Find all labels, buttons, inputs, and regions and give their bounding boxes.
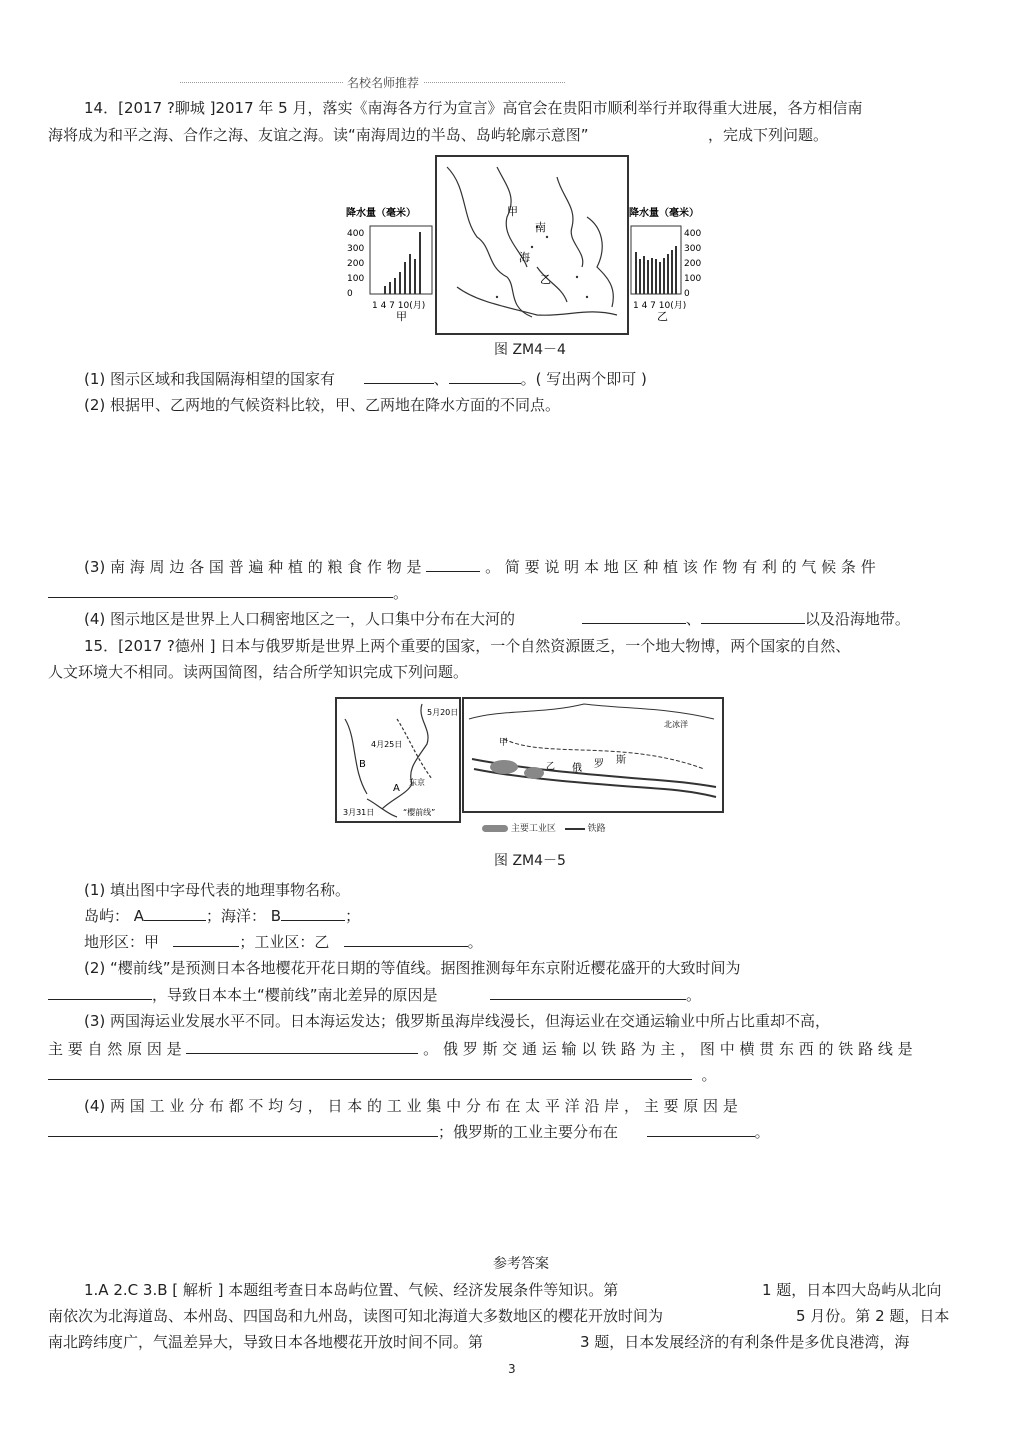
- page-number: 3: [508, 1362, 516, 1376]
- answers-line2b: 5 月份。第 2 题，日本: [796, 1307, 950, 1325]
- chart-yi-xticks: 1 4 7 10(月): [633, 301, 687, 311]
- chart-yi-tick: 300: [684, 244, 702, 254]
- chart-yi-tick: 200: [684, 259, 702, 269]
- answer-blank[interactable]: [647, 1122, 755, 1137]
- russia-label-arctic: 北冰洋: [664, 720, 688, 729]
- japan-label-tokyo: 东京: [409, 778, 425, 787]
- map-label-hai: 海: [519, 251, 530, 264]
- q15-line2: 人文环境大不相同。读两国简图，结合所学知识完成下列问题。: [48, 663, 469, 681]
- chart-jia-tick: 0: [347, 289, 353, 299]
- chart-jia-tick: 100: [347, 274, 365, 284]
- q15-line1: 15．[2017 ?德州 ] 日本与俄罗斯是世界上两个重要的国家，一个自然资源匮乏，一个地大物博，两个国家的自然、: [84, 637, 851, 655]
- chart-jia-xticks: 1 4 7 10(月): [372, 301, 426, 311]
- q14-p3-line2: 。: [48, 582, 408, 603]
- answer-blank[interactable]: [364, 369, 434, 384]
- chart-yi-tick: 100: [684, 274, 702, 284]
- japan-label-mar31: 3月31日: [343, 808, 375, 817]
- answer-blank[interactable]: [426, 557, 480, 572]
- map-label-nan: 南: [535, 221, 546, 234]
- answer-blank[interactable]: [490, 985, 686, 1000]
- header-label: 名校名师推荐: [343, 74, 423, 91]
- figure-zm4-4-caption: 图 ZM4－4: [494, 342, 566, 358]
- chart-yi-title: 降水量（毫米）: [629, 208, 699, 219]
- q15-p4-line2: ；俄罗斯的工业主要分布在 。: [48, 1121, 770, 1142]
- map-legend: [482, 821, 606, 834]
- japan-map: [335, 697, 461, 823]
- legend-rail-swatch: [565, 828, 585, 830]
- chart-jia-label: 甲: [396, 310, 407, 322]
- japan-label-apr25: 4月25日: [371, 740, 403, 749]
- russia-label-yi: 乙: [546, 762, 556, 772]
- answer-blank[interactable]: [344, 932, 468, 947]
- q14-p2: (2) 根据甲、乙两地的气候资料比较，甲、乙两地在降水方面的不同点。: [84, 396, 561, 414]
- chart-jia-title: 降水量（毫米）: [346, 208, 416, 219]
- japan-label-may20: 5月20日: [427, 708, 459, 717]
- chart-jia-tick: 200: [347, 259, 365, 269]
- q15-p1-islands: 岛屿： A ；海洋： B ；: [84, 907, 361, 925]
- south-china-sea-map: [435, 155, 629, 335]
- map-label-jia: 甲: [507, 205, 518, 218]
- answers-line1a: 1.A 2.C 3.B [ 解析 ] 本题组考查日本岛屿位置、气候、经济发展条件等知识。第: [84, 1281, 619, 1299]
- chart-yi-label: 乙: [657, 310, 668, 322]
- japan-label-b: B: [359, 759, 366, 770]
- figure-zm4-5-caption: 图 ZM4－5: [494, 853, 566, 869]
- chart-yi-tick: 0: [684, 289, 690, 299]
- answer-blank[interactable]: [281, 906, 345, 921]
- chart-yi-bars: [635, 246, 677, 294]
- japan-label-a: A: [393, 783, 400, 794]
- answer-blank[interactable]: [173, 932, 239, 947]
- russia-label-e: 俄: [572, 763, 582, 774]
- answer-blank[interactable]: [48, 583, 393, 598]
- answer-blank[interactable]: [186, 1039, 418, 1054]
- answers-line3a: 南北跨纬度广，气温差异大，导致日本各地樱花开放时间不同。第: [48, 1333, 484, 1351]
- q14-line1: 14．[2017 ?聊城 ]2017 年 5 月，落实《南海各方行为宣言》高官会在贵阳市顺利举行并取得重大进展，各方相信南: [84, 99, 863, 117]
- industry-area: [490, 760, 518, 774]
- russia-label-luo: 罗: [594, 759, 604, 770]
- answers-line3b: 3 题，日本发展经济的有利条件是多优良港湾，海: [580, 1333, 910, 1351]
- q15-p2: (2) “樱前线”是预测日本各地樱花开花日期的等值线。据图推测每年东京附近樱花盛开的大致时间为: [84, 959, 741, 977]
- answer-blank[interactable]: [48, 985, 152, 1000]
- q15-p3-line2: 主 要 自 然 原 因 是 。 俄 罗 斯 交 通 运 输 以 铁 路 为 主 ， 图 中 横 贯 东 西 的 铁 路 线 是: [48, 1040, 913, 1058]
- answer-blank[interactable]: [48, 1122, 438, 1137]
- industry-area: [524, 767, 544, 779]
- q15-p3: (3) 两国海运业发展水平不同。日本海运发达；俄罗斯虽海岸线漫长，但海运业在交通运输业中所占比重却不高，: [84, 1012, 831, 1030]
- answer-blank[interactable]: [48, 1065, 692, 1080]
- precip-chart-jia: [344, 204, 436, 322]
- legend-industry-swatch: [482, 825, 508, 832]
- q15-p3-line3: 。: [48, 1064, 717, 1085]
- chart-jia-tick: 400: [347, 229, 365, 239]
- chart-jia-tick: 300: [347, 244, 365, 254]
- q15-p2-line2: ，导致日本本土“樱前线”南北差异的原因是 。: [48, 984, 701, 1005]
- chart-yi-tick: 400: [684, 229, 702, 239]
- q15-p1-terrain: 地形区：甲 ；工业区：乙 。: [84, 933, 483, 951]
- q14-p3: (3) 南 海 周 边 各 国 普 遍 种 植 的 粮 食 作 物 是 。 简 要 说 明 本 地 区 种 植 该 作 物 有 利 的 气 候 条 件: [84, 558, 876, 576]
- answer-blank[interactable]: [144, 906, 206, 921]
- q14-p4: (4) 图示地区是世界上人口稠密地区之一，人口集中分布在大河的 、 以及沿海地带。: [84, 610, 910, 628]
- answers-line1b: 1 题，日本四大岛屿从北向: [762, 1281, 942, 1299]
- legend-industry-label: 主要工业区: [510, 824, 556, 834]
- q15-p1: (1) 填出图中字母代表的地理事物名称。: [84, 881, 351, 899]
- answers-title: 参考答案: [493, 1256, 549, 1272]
- precip-chart-yi: [627, 204, 713, 322]
- russia-label-jia: 甲: [499, 738, 509, 748]
- legend-rail-label: 铁路: [587, 824, 606, 834]
- japan-label-sakura-front: “樱前线”: [403, 808, 436, 817]
- q14-p1: (1) 图示区域和我国隔海相望的国家有 、 。( 写出两个即可 ): [84, 370, 647, 388]
- answer-blank[interactable]: [701, 609, 805, 624]
- russia-map: [462, 697, 724, 813]
- chart-jia-bars: [384, 232, 421, 294]
- q14-line2a: 海将成为和平之海、合作之海、友谊之海。读“南海周边的半岛、岛屿轮廓示意图”: [48, 126, 589, 144]
- q15-p4: (4) 两 国 工 业 分 布 都 不 均 匀 ， 日 本 的 工 业 集 中 分 布 在 太 平 洋 沿 岸 ， 主 要 原 因 是: [84, 1097, 738, 1115]
- map-label-yi: 乙: [540, 273, 551, 286]
- answer-blank[interactable]: [449, 369, 521, 384]
- answers-line2a: 南依次为北海道岛、本州岛、四国岛和九州岛，读图可知北海道大多数地区的樱花开放时间为: [48, 1307, 664, 1325]
- answer-blank[interactable]: [582, 609, 686, 624]
- q14-line2b: ，完成下列问题。: [708, 126, 829, 144]
- russia-label-si: 斯: [616, 755, 626, 766]
